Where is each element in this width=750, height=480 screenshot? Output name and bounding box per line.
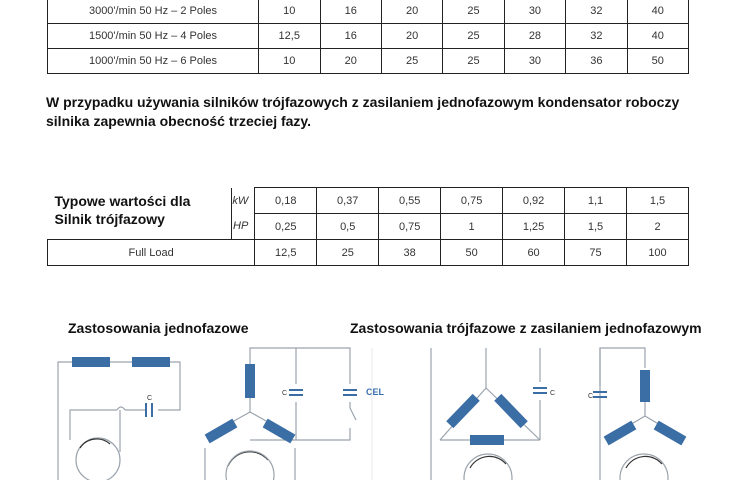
table-cell: 25 [443, 24, 504, 49]
table-cell: 40 [627, 24, 688, 49]
winding-main [72, 357, 110, 367]
speed-table [47, 0, 689, 74]
table-cell: 1,25 [503, 214, 565, 240]
cel-label: CEL [366, 387, 384, 397]
winding-delta-right [494, 394, 528, 428]
table-row [48, 0, 689, 24]
table-cell: 0,18 [255, 188, 317, 214]
table-cell: 38 [379, 240, 441, 266]
cap-label-4: C [588, 393, 594, 400]
delta-diagram [431, 348, 540, 480]
table-cell: 20 [381, 24, 442, 49]
winding-aux [132, 357, 170, 367]
table-cell: 50 [441, 240, 503, 266]
typical-values-table [47, 187, 689, 266]
cap-label-3: C [550, 390, 556, 397]
table-cell: 25 [317, 240, 379, 266]
table-cell: 28 [504, 24, 565, 49]
winding-y-right [654, 421, 687, 446]
table-cell: 1,5 [627, 188, 689, 214]
table-cell: 16 [320, 24, 381, 49]
table-cell: 12,5 [259, 24, 321, 49]
table-cell: 10 [259, 0, 321, 24]
table-cell: 20 [381, 0, 442, 24]
table-cell: 20 [320, 49, 381, 74]
winding-delta-bottom [470, 435, 504, 445]
table-cell: 50 [627, 49, 688, 74]
table-cell: 60 [503, 240, 565, 266]
table-cell: 0,75 [379, 214, 441, 240]
star-capacitor-diagram [205, 348, 356, 480]
table-cell: 0,5 [317, 214, 379, 240]
cap-label-1: C [147, 395, 153, 402]
info-paragraph: W przypadku używania silników trójfazowych z zasilaniem jednofazowym kondensator roboczy silnika zapewnia obecność trzeciej fazy. [46, 94, 680, 129]
table-cell: 1 [441, 214, 503, 240]
kw-unit: kW [232, 188, 255, 214]
table-cell: 100 [627, 240, 689, 266]
table-cell: 0,55 [379, 188, 441, 214]
cap-label-2: C [282, 390, 288, 397]
speed-label: 1500'/min 50 Hz – 4 Poles [48, 24, 259, 49]
single-phase-diagram [58, 362, 180, 480]
single-phase-heading: Zastosowania jednofazowe [68, 320, 249, 336]
kw-row [48, 188, 689, 214]
table-cell: 32 [566, 24, 627, 49]
table-row [48, 49, 689, 74]
table-cell: 0,37 [317, 188, 379, 214]
speed-label: 1000'/min 50 Hz – 6 Poles [48, 49, 259, 74]
winding-star-left [205, 419, 238, 444]
table-cell: 1,5 [565, 214, 627, 240]
table-title-line2: Silnik trójfazowy [54, 210, 165, 227]
fullload-row [48, 240, 689, 266]
table-cell: 10 [259, 49, 321, 74]
table-cell: 30 [504, 0, 565, 24]
winding-y-left [604, 421, 637, 446]
table-cell: 16 [320, 0, 381, 24]
table-cell: 25 [443, 49, 504, 74]
table-cell: 0,92 [503, 188, 565, 214]
table-cell: 1,1 [565, 188, 627, 214]
table-cell: 75 [565, 240, 627, 266]
hp-unit: HP [232, 214, 255, 240]
table-cell: 0,75 [441, 188, 503, 214]
table-cell: 25 [443, 0, 504, 24]
three-phase-heading: Zastosowania trójfazowe z zasilaniem jednofazowym [350, 320, 702, 336]
table-cell: 12,5 [255, 240, 317, 266]
table-cell: 25 [381, 49, 442, 74]
table-cell: 2 [627, 214, 689, 240]
table-cell: 36 [566, 49, 627, 74]
winding-y-top [640, 370, 650, 402]
table-cell: 40 [627, 0, 688, 24]
table-title [48, 188, 232, 240]
winding-delta-left [446, 394, 480, 428]
wiring-diagrams [0, 340, 750, 480]
table-row [48, 24, 689, 49]
table-cell: 32 [566, 0, 627, 24]
table-cell: 30 [504, 49, 565, 74]
winding-star-top [245, 364, 255, 398]
fullload-label: Full Load [48, 240, 255, 266]
speed-label: 3000'/min 50 Hz – 2 Poles [48, 0, 259, 24]
table-cell: 0,25 [255, 214, 317, 240]
star-diagram [600, 348, 672, 480]
table-title-line1: Typowe wartości dla [54, 192, 191, 209]
